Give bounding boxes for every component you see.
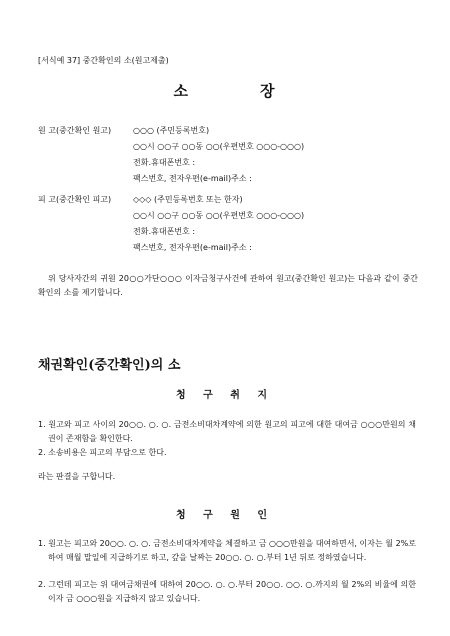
title-part-1: 소 xyxy=(173,82,190,100)
plaintiff-role: 원 고(중간확인 원고) xyxy=(38,126,112,135)
claim-cause-item-1: 1. 원고는 피고와 20○○. ○. ○. 금전소비대차계약을 체결하고 금 ○○○만원을 대여하면서, 이자는 월 2%로 하여 매월 말일에 지급하기로 하고, 갚을 날짜는 20○○. ○. ○.부터 1년 뒤로 정하였습니다. xyxy=(38,539,416,562)
claim-purpose-item-1: 1. 원고와 피고 사이의 20○○. ○. ○. 금전소비대차계약에 의한 원고의 피고에 대한 대여금 ○○○만원의 채권이 존재함을 확인한다. xyxy=(38,420,416,443)
plaintiff-phone: 전화․휴대폰번호 : xyxy=(133,158,196,167)
plaintiff-address: ○○시 ○○구 ○○동 ○○(우편번호 ○○○-○○○) xyxy=(133,142,305,151)
claim-cause-item-2: 2. 그런데 피고는 위 대여금채권에 대하여 20○○. ○. ○.부터 20○○. ○○. ○.까지의 월 2%의 비율에 의한 이자 금 ○○○원을 지급하지 않고 있습니다. xyxy=(38,580,416,603)
plaintiff-name: ○○○ (주민등록번호) xyxy=(133,126,210,135)
defendant-phone: 전화․휴대폰번호 : xyxy=(133,227,196,236)
claim-cause-heading: 청 구 원 인 xyxy=(175,510,275,521)
defendant-role: 피 고(중간확인 피고) xyxy=(38,195,112,204)
defendant-address: ○○시 ○○구 ○○동 ○○(우편번호 ○○○-○○○) xyxy=(133,211,305,220)
document-title xyxy=(0,80,450,101)
claim-purpose-closing: 라는 판결을 구합니다. xyxy=(38,472,116,481)
form-label: [서식예 37] 중간확인의 소(원고제출) xyxy=(38,56,169,65)
plaintiff-fax-email: 팩스번호, 전자우편(e-mail)주소 : xyxy=(133,174,252,183)
intro-paragraph: 위 당사자간의 귀원 20○○가단○○○ 이자금청구사건에 관하여 원고(중간확인 원고)는 다음과 같이 중간확인의 소를 제기합니다. xyxy=(38,274,418,297)
defendant-fax-email: 팩스번호, 전자우편(e-mail)주소 : xyxy=(133,243,252,252)
defendant-name: ◇◇◇ (주민등록번호 또는 한자) xyxy=(133,195,243,204)
claim-purpose-item-2: 2. 소송비용은 피고의 부담으로 한다. xyxy=(38,448,167,457)
title-part-2: 장 xyxy=(260,82,277,100)
section-title: 채권확인(중간확인)의 소 xyxy=(38,358,181,373)
claim-purpose-heading: 청 구 취 지 xyxy=(175,390,275,401)
